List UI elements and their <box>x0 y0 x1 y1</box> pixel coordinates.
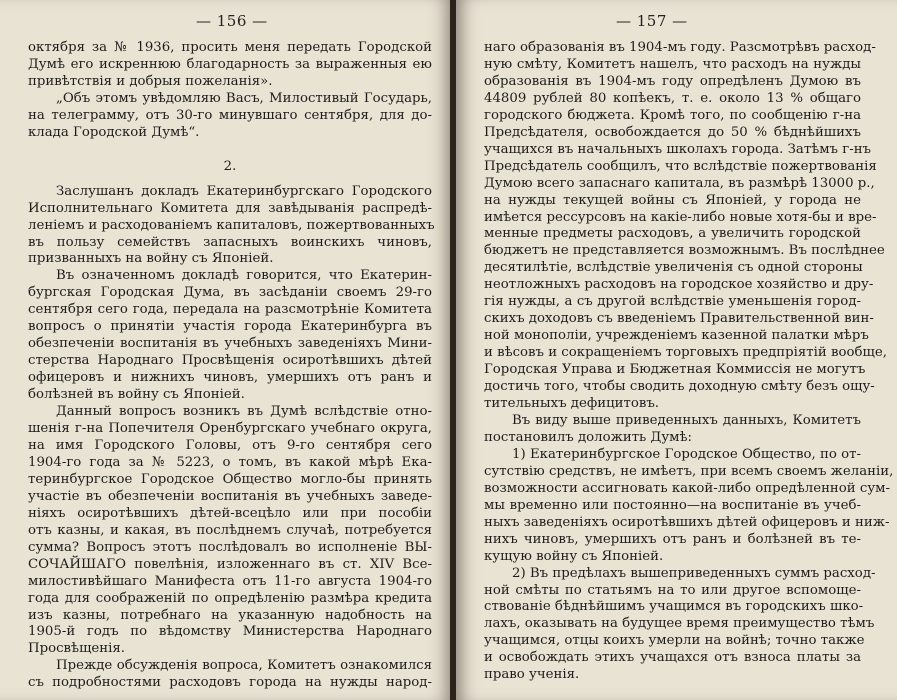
text-line: сентября сего года, передала на разсмотрѣніе Комитета <box>28 302 432 318</box>
text-line: ной монополіи, учрежденіемъ казенной палатки мѣръ <box>484 328 869 344</box>
text-line: Въ виду выше приведенныхъ данныхъ, Комитетъ <box>512 412 861 428</box>
text-line: мы временно или постоянно—на воспитаніе въ учеб- <box>484 497 861 513</box>
text-line: участіе въ обезпеченіи воспитанія въ учебныхъ заведе- <box>28 488 432 504</box>
text-line: ніяхъ осиротѣвшихъ дѣтей-всецѣло или при пособіи <box>28 505 432 521</box>
text-line: на нужды текущей войны съ Японіей, у города не <box>484 192 861 208</box>
text-line: гія нужды, а съ другой вслѣдствіе уменьшенія город- <box>484 294 861 310</box>
text-line: ную смѣту, Комитетъ нашелъ, что расходъ на нужды <box>484 56 861 72</box>
text-line: ствованіе бѣднѣйшимъ учащимся въ городскихъ шко- <box>484 599 864 615</box>
text-line: сутствію средствъ, не имѣетъ, при всемъ своемъ желаніи, <box>484 463 894 479</box>
text-line: съ подробностями расходовъ города на нужды народ- <box>28 675 432 691</box>
text-line: офицеровъ и нижнихъ чиновъ, умершихъ отъ ранъ и <box>28 370 432 386</box>
text-line: года для соображеній по опредѣленію размѣра кредита <box>28 590 432 606</box>
text-line: клада Городской Думѣ“. <box>28 124 200 140</box>
text-line: Исполнительнаго Комитета для завѣдыванія распредѣ- <box>28 200 432 216</box>
page-number-left: — 156 — <box>196 12 268 30</box>
text-line: на имя Городского Головы, отъ 9-го сентября сего <box>28 437 432 453</box>
text-line: Предсѣдателя, освобождается до 50 % бѣднѣйшихъ <box>484 124 861 140</box>
text-line: бургская Городская Дума, въ засѣданіи своемъ 29-го <box>28 285 432 301</box>
text-line: тительныхъ дефицитовъ. <box>484 396 660 412</box>
text-line: право ученія. <box>484 667 580 683</box>
text-line: имѣется рессурсовъ на какіе-либо новые хотя-бы и вре- <box>484 209 877 225</box>
text-line: наго образованія въ 1904-мъ году. Разсмотрѣвъ расход- <box>484 40 876 55</box>
text-line: Прежде обсужденія вопроса, Комитетъ ознакомился <box>56 658 432 674</box>
text-line: СОЧАЙШАГО повелѣнія, изложеннаго въ ст. XIV Все- <box>28 556 432 572</box>
text-line: призванныхъ на войну съ Японіей. <box>28 251 274 267</box>
text-line: и освобождать этихъ учащахся отъ взноса платы за <box>484 650 861 666</box>
text-line: привѣтствія и добрыя пожеланія». <box>28 73 273 89</box>
text-line: отъ казны, и какая, въ послѣднемъ случаѣ, потребуется <box>28 522 432 538</box>
text-line: лахъ, оказывать на будущее время преимущество тѣмъ <box>484 616 875 632</box>
text-line: Заслушанъ докладъ Екатеринбургскаго Городского <box>56 183 432 199</box>
paragraph-gap <box>28 176 432 184</box>
text-line: обезпеченіи воспитанія въ учебныхъ заведеніяхъ Мини- <box>28 336 432 352</box>
text-line: учащимся, отцы коихъ умерли на войнѣ; точно также <box>484 633 865 649</box>
text-line: образованія въ 1904-мъ году опредѣленъ Думою въ <box>484 73 861 89</box>
right-page <box>456 0 897 700</box>
text-line: леніемъ и расходованіемъ капиталовъ, пожертвованныхъ <box>28 217 435 233</box>
text-line: Просвѣщенія. <box>28 641 126 657</box>
right-page-text <box>484 40 894 684</box>
text-line: 44809 рублей 80 копѣекъ, т. е. около 13 % общаго <box>484 90 861 106</box>
text-line: кущую войну съ Японіей. <box>484 548 664 564</box>
text-line: милостивѣйшаго Манифеста отъ 11-го августа 1904-го <box>28 573 432 589</box>
text-line: вопросъ о принятіи участія города Екатеринбурга въ <box>28 319 432 335</box>
text-line: менные предметы расходовъ, а увеличить городской <box>484 226 861 242</box>
text-line: нихъ чиновъ, умершихъ отъ ранъ и болѣзней въ те- <box>484 531 861 547</box>
text-line: Предсѣдатель сообщилъ, что вслѣдствіе пожертвованія <box>484 158 877 174</box>
text-line: городского бюджета. Кромѣ того, по сообщенію г-на <box>484 107 861 123</box>
text-line: возможности ассигновать какой-либо опредѣленной сум- <box>484 480 890 496</box>
text-line: десятилѣтіе, вслѣдствіе увеличенія съ одной стороны <box>484 260 863 276</box>
text-line: Въ означенномъ докладѣ говорится, что Екатерин- <box>56 268 432 284</box>
page-number-right: — 157 — <box>616 12 688 30</box>
text-line: Данный вопросъ возникъ въ Думѣ вслѣдствіе отно- <box>56 404 432 420</box>
text-line: постановилъ доложить Думѣ: <box>484 429 692 445</box>
text-line: неотложныхъ расходовъ на городское хозяйство и дру- <box>484 277 874 293</box>
text-line: болѣзней въ войну съ Японіей. <box>28 387 245 403</box>
text-line: въ пользу семействъ запасныхъ воинскихъ чиновъ, <box>28 234 432 250</box>
text-line: 2) Въ предѣлахъ вышеприведенныхъ суммъ расход- <box>512 565 876 581</box>
text-line: и вѣсовъ и сокращеніемъ торговыхъ предпріятій вообще, <box>484 345 887 361</box>
text-line: 1904-го года за № 5223, о томъ, въ какой мѣрѣ Ека- <box>28 454 432 470</box>
text-line: ной смѣты по статьямъ на то или другое вспомоще- <box>484 582 861 598</box>
text-line: на телеграмму, отъ 30-го минувшаго сентября, для до- <box>28 107 432 123</box>
paragraph-gap <box>28 142 432 159</box>
text-line: шенія г-на Попечителя Оренбургскаго учебнаго округа, <box>28 421 432 437</box>
text-line: теринбургское Городское Общество могло-бы принять <box>28 471 432 487</box>
text-line: изъ казны, потребнаго на указанную надобность на <box>28 607 432 623</box>
left-page-text <box>28 40 435 692</box>
text-line: скихъ доходовъ съ введеніемъ Правительственной вин- <box>484 311 874 327</box>
text-line: ныхъ заведеніяхъ осиротѣвшихъ дѣтей офицеровъ и ниж- <box>484 514 890 530</box>
text-line: Думѣ его искреннюю благодарность за выраженныя ею <box>28 56 432 72</box>
text-line: Городская Управа и Бюджетная Коммиссія не могутъ <box>484 362 866 378</box>
text-line: 1905-й годъ по вѣдомству Министерства Народнаго <box>28 624 432 640</box>
text-line: сумма? Вопросъ этотъ послѣдовалъ во исполненіе ВЫ- <box>28 539 432 555</box>
text-line: „Объ этомъ увѣдомляю Васъ, Милостивый Государь, <box>56 90 432 106</box>
text-line: 1) Екатеринбургское Городское Общество, по от- <box>512 446 861 462</box>
text-line: октября за № 1936, просить меня передать Городской <box>28 40 432 55</box>
text-line: бюджетъ не представляется возможнымъ. Въ послѣднее <box>484 243 885 259</box>
text-line: стерства Народнаго Просвѣщенія осиротѣвшихъ дѣтей <box>28 353 432 369</box>
text-line: достичь того, чтобы сводить доходную смѣту безъ ощу- <box>484 379 875 395</box>
text-line: учащихся въ начальныхъ школахъ города. Затѣмъ г-нъ <box>484 141 872 157</box>
section-number: 2. <box>223 158 237 174</box>
text-line: Думою всего запаснаго капитала, въ размѣрѣ 13000 р., <box>484 175 875 191</box>
